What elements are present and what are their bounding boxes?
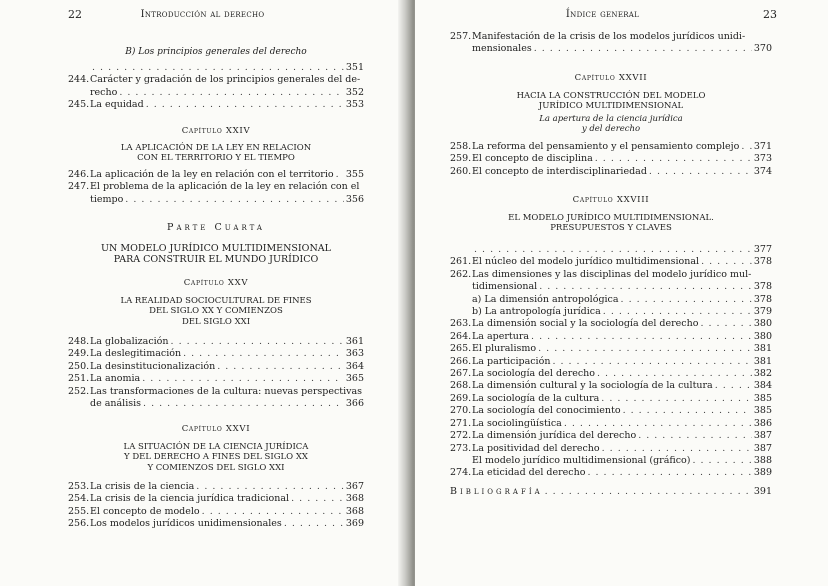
- toc-entry: [68, 62, 364, 74]
- toc-entry-title: La desinstitucionalización: [90, 360, 216, 372]
- dot-leader: [638, 430, 752, 442]
- chapter-subtitle-line: La apertura de la ciencia jurídica: [539, 113, 683, 124]
- toc-page-number: 380: [753, 330, 772, 342]
- toc-entry-title: La participación: [472, 355, 551, 367]
- chapter-title-line: JURÍDICO MULTIDIMENSIONAL: [538, 101, 684, 111]
- toc-page-number: 389: [753, 467, 772, 479]
- toc-entry-title: La dimensión jurídica del derecho: [472, 430, 637, 442]
- toc-entry-title: de análisis: [90, 398, 142, 410]
- dot-leader: [196, 481, 344, 493]
- toc-page-number: 370: [753, 43, 772, 55]
- toc-entry-number: 259.: [450, 153, 472, 165]
- toc-entry-title: a) La dimensión antropológica: [472, 293, 619, 305]
- toc-entry-number: 256.: [68, 518, 90, 530]
- toc-page-number: 391: [753, 486, 772, 497]
- toc-entry: [450, 405, 772, 417]
- toc-entry-number: 274.: [450, 467, 472, 479]
- toc-page-number: 352: [345, 86, 364, 98]
- toc-entry-number: 266.: [450, 355, 472, 367]
- toc-entry-number: 255.: [68, 505, 90, 517]
- toc-entry: [450, 455, 772, 467]
- chapter-title-line: DEL SIGLO XX Y COMIENZOS: [149, 306, 283, 316]
- toc-entry-number: 270.: [450, 405, 472, 417]
- toc-entry-number: 247.: [68, 181, 90, 193]
- dot-leader: [649, 166, 752, 178]
- dot-leader: [142, 373, 344, 385]
- toc-entry: [450, 418, 772, 430]
- toc-entry: [450, 141, 772, 153]
- toc-entry-number: 273.: [450, 442, 472, 454]
- toc-page-number: 373: [753, 153, 772, 165]
- toc-entry-title: mensionales: [472, 43, 532, 55]
- toc-entry-title: Las transformaciones de la cultura: nuevas perspectivas: [90, 385, 363, 397]
- chapter-title-line: EL MODELO JURÍDICO MULTIDIMENSIONAL.: [508, 212, 714, 223]
- toc-group: [68, 336, 364, 410]
- running-head: Índice general: [565, 9, 640, 20]
- toc-entry-title: El pluralismo: [472, 343, 537, 355]
- toc-page-number: 368: [345, 505, 364, 517]
- bibliography-label: Bibliografía: [450, 486, 543, 497]
- toc-entry-title: La anomia: [90, 373, 141, 385]
- toc-entry-number: 268.: [450, 380, 472, 392]
- toc-entry: [68, 181, 364, 193]
- toc-page-number: 351: [345, 62, 364, 73]
- toc-page-number: 353: [345, 99, 364, 111]
- dot-leader: [538, 343, 752, 355]
- chapter-label: Capítulo XXVII: [574, 73, 648, 83]
- chapter-heading: [68, 126, 364, 164]
- toc-entry-title: La sociología del derecho: [472, 368, 596, 380]
- dot-leader: [552, 356, 751, 368]
- toc-page-number: 377: [753, 244, 772, 255]
- toc-entry: [68, 398, 364, 410]
- toc-entry: [68, 87, 364, 99]
- toc-entry: [68, 518, 364, 530]
- subsection-heading: B) Los principios generales del derecho: [125, 47, 307, 57]
- toc-page-number: 366: [345, 398, 364, 410]
- toc-page-number: 384: [753, 380, 772, 392]
- toc-page-number: 374: [753, 165, 772, 177]
- dot-leader: [534, 43, 752, 55]
- toc-entry-number: 264.: [450, 330, 472, 342]
- dot-leader: [597, 368, 752, 380]
- toc-entry: [450, 256, 772, 268]
- dot-leader: [143, 398, 344, 410]
- dot-leader: [291, 493, 344, 505]
- toc-entry: [450, 43, 772, 55]
- toc-group: [450, 141, 772, 178]
- toc-entry: [68, 506, 364, 518]
- dot-leader: [171, 336, 344, 348]
- page-number: 23: [763, 8, 777, 21]
- toc-entry-title: La sociología de la cultura: [472, 392, 600, 404]
- toc-entry: [450, 306, 772, 318]
- part-title-line: UN MODELO JURÍDICO MULTIDIMENSIONAL: [101, 242, 331, 254]
- toc-entry-title: tidimensional: [472, 281, 538, 293]
- chapter-label: Capítulo XXVIII: [572, 195, 650, 205]
- toc-entry-number: 260.: [450, 165, 472, 177]
- toc-entry-number: 244.: [68, 74, 90, 86]
- toc-entry: [68, 169, 364, 181]
- toc-entry: [450, 153, 772, 165]
- toc-page-number: 386: [753, 417, 772, 429]
- toc-entry: [450, 294, 772, 306]
- toc-page-number: 379: [753, 306, 772, 318]
- toc-page-number: 387: [753, 442, 772, 454]
- toc-entry-number: 246.: [68, 169, 90, 180]
- dot-leader: [217, 361, 344, 373]
- toc-entry-number: 251.: [68, 373, 90, 385]
- part-label: Parte Cuarta: [167, 222, 265, 233]
- toc-entry-title: recho: [90, 86, 118, 98]
- toc-entry-title: La sociolingüística: [472, 417, 562, 429]
- dot-leader: [621, 294, 752, 306]
- toc-entry: [68, 74, 364, 86]
- toc-page-number: 363: [345, 348, 364, 360]
- dot-leader: [564, 418, 752, 430]
- toc-entry-title: La deslegitimación: [90, 348, 182, 360]
- toc-entry-title: La dimensión cultural y la sociología de la cultura: [472, 380, 713, 392]
- toc-page-number: 365: [345, 373, 364, 385]
- toc-entry-title: El problema de la aplicación de la ley en relación con el: [90, 181, 360, 193]
- toc-page-number: 382: [753, 368, 772, 380]
- toc-entry-number: 269.: [450, 392, 472, 404]
- toc-page-number: 381: [753, 343, 772, 355]
- toc-page-number: 369: [345, 518, 364, 530]
- toc-entry-title: El concepto de interdisciplinariedad: [472, 165, 647, 177]
- toc-entry: [68, 373, 364, 385]
- part-title-line: PARA CONSTRUIR EL MUNDO JURÍDICO: [113, 253, 319, 265]
- toc-entry-number: 257.: [450, 31, 472, 42]
- toc-entry: [68, 481, 364, 493]
- dot-leader: [183, 348, 344, 360]
- toc-entry-title: La eticidad del derecho: [472, 467, 586, 479]
- dot-leader: [125, 194, 344, 206]
- chapter-title-line: PRESUPUESTOS Y CLAVES: [550, 223, 672, 233]
- chapter-heading: [68, 424, 364, 473]
- toc-entry-number: 272.: [450, 430, 472, 442]
- toc-group: [450, 244, 772, 480]
- toc-entry-title: La equidad: [90, 99, 144, 111]
- toc-entry-number: 245.: [68, 99, 90, 111]
- toc-page-number: 388: [753, 454, 772, 466]
- dot-leader: [92, 62, 344, 74]
- toc-entry-number: 252.: [68, 385, 90, 397]
- toc-entry-number: 253.: [68, 481, 90, 492]
- toc-entry-number: 267.: [450, 368, 472, 380]
- toc-entry-title: La crisis de la ciencia: [90, 481, 195, 492]
- toc-page-number: 356: [345, 193, 364, 205]
- chapter-heading: [450, 195, 772, 234]
- toc-page-number: 378: [753, 293, 772, 305]
- dot-leader: [119, 87, 344, 99]
- dot-leader: [595, 153, 752, 165]
- toc-entry: [450, 368, 772, 380]
- toc-entry: [450, 356, 772, 368]
- page-number: 22: [68, 8, 82, 21]
- dot-leader: [336, 169, 344, 181]
- toc-entry: [450, 393, 772, 405]
- toc-entry: [68, 348, 364, 360]
- dot-leader: [284, 518, 344, 530]
- toc-entry-title: La reforma del pensamiento y el pensamiento complejo: [472, 141, 740, 152]
- toc-entry-title: El modelo jurídico multidimensional (gráfico): [472, 454, 691, 466]
- dot-leader: [602, 443, 752, 455]
- dot-leader: [623, 405, 752, 417]
- toc-entry: [68, 194, 364, 206]
- toc-page-number: 387: [753, 430, 772, 442]
- toc-entry-number: 265.: [450, 343, 472, 355]
- chapter-title-line: LA SITUACIÓN DE LA CIENCIA JURÍDICA: [123, 441, 309, 452]
- left-page: [0, 0, 405, 586]
- toc-entry-title: Manifestación de la crisis de los modelos jurídicos unidi-: [472, 31, 746, 42]
- toc-entry-title: Los modelos jurídicos unidimensionales: [90, 518, 282, 530]
- dot-leader: [202, 506, 344, 518]
- toc-entry-title: La apertura: [472, 330, 530, 342]
- toc-entry: [450, 343, 772, 355]
- toc-entry-number: 271.: [450, 417, 472, 429]
- toc-entry-title: b) La antropología jurídica: [472, 306, 601, 318]
- chapter-label: Capítulo XXVI: [181, 424, 251, 434]
- part-heading: [68, 223, 364, 265]
- chapter-heading: [450, 73, 772, 135]
- chapter-title-line: LA REALIDAD SOCIOCULTURAL DE FINES: [120, 295, 312, 306]
- dot-leader: [531, 331, 752, 343]
- toc-entry-number: 250.: [68, 360, 90, 372]
- toc-entry-title: La dimensión social y la sociología del derecho: [472, 318, 699, 330]
- toc-entry: [450, 467, 772, 479]
- toc-page-number: 378: [753, 256, 772, 268]
- right-page: [415, 0, 828, 586]
- toc-entry: [68, 99, 364, 111]
- dot-leader: [700, 318, 751, 330]
- dot-leader: [587, 467, 751, 479]
- toc-entry: [450, 269, 772, 281]
- toc-entry: [450, 281, 772, 293]
- dot-leader: [539, 281, 752, 293]
- bibliography-entry: [450, 486, 772, 498]
- chapter-title-line: LA APLICACIÓN DE LA LEY EN RELACION: [120, 142, 312, 153]
- toc-page-number: 381: [753, 355, 772, 367]
- toc-entry-number: 263.: [450, 318, 472, 330]
- dot-leader: [146, 99, 344, 111]
- toc-entry: [68, 361, 364, 373]
- dot-leader: [603, 306, 752, 318]
- toc-page-number: 364: [345, 360, 364, 372]
- toc-page-number: 380: [753, 318, 772, 330]
- toc-entry-title: La crisis de la ciencia jurídica tradicional: [90, 493, 290, 505]
- toc-page-number: 385: [753, 392, 772, 404]
- toc-group: [68, 62, 364, 112]
- chapter-title-line: CON EL TERRITORIO Y EL TIEMPO: [137, 153, 295, 163]
- dot-leader: [474, 244, 752, 256]
- dot-leader: [692, 455, 751, 467]
- chapter-title-line: HACIA LA CONSTRUCCIÓN DEL MODELO: [516, 90, 706, 101]
- toc-entry: [450, 166, 772, 178]
- chapter-title-line: Y DEL DERECHO A FINES DEL SIGLO XX: [124, 452, 308, 462]
- toc-page-number: 371: [753, 141, 772, 152]
- toc-group: [450, 31, 772, 56]
- dot-leader: [545, 486, 752, 498]
- toc-page-number: 355: [345, 169, 364, 180]
- toc-entry-number: 249.: [68, 348, 90, 360]
- toc-entry-number: 254.: [68, 493, 90, 505]
- toc-entry: [450, 380, 772, 392]
- toc-entry-title: Carácter y gradación de los principios generales del de-: [90, 74, 361, 86]
- toc-entry: [450, 244, 772, 256]
- toc-entry: [68, 336, 364, 348]
- chapter-label: Capítulo XXIV: [181, 126, 251, 136]
- dot-leader: [741, 141, 752, 153]
- chapter-heading: [68, 278, 364, 327]
- dot-leader: [715, 380, 752, 392]
- toc-entry: [450, 318, 772, 330]
- toc-entry: [450, 443, 772, 455]
- toc-page-number: 361: [345, 336, 364, 347]
- toc-group: [68, 481, 364, 531]
- running-head: Introducción al derecho: [140, 9, 265, 20]
- toc-entry: [68, 386, 364, 398]
- toc-entry-number: 262.: [450, 268, 472, 280]
- toc-entry-number: 261.: [450, 256, 472, 268]
- toc-page-number: 368: [345, 493, 364, 505]
- dot-leader: [701, 256, 752, 268]
- toc-entry: [450, 430, 772, 442]
- toc-entry-title: La positividad del derecho: [472, 442, 600, 454]
- chapter-subtitle-line: y del derecho: [581, 124, 641, 134]
- toc-entry: [450, 31, 772, 43]
- toc-page-number: 367: [345, 481, 364, 492]
- toc-entry-title: La sociología del conocimiento: [472, 405, 621, 417]
- chapter-title-line: DEL SIGLO XXI: [181, 316, 251, 327]
- toc-entry-title: La globalización: [90, 336, 169, 347]
- toc-entry-title: El concepto de disciplina: [472, 153, 593, 165]
- toc-entry-title: El núcleo del modelo jurídico multidimensional: [472, 256, 700, 268]
- toc-entry-title: tiempo: [90, 193, 124, 205]
- toc-group: [68, 169, 364, 206]
- toc-entry-title: Las dimensiones y las disciplinas del modelo jurídico mul-: [472, 268, 752, 280]
- chapter-label: Capítulo XXV: [183, 278, 249, 288]
- toc-entry-number: 258.: [450, 141, 472, 152]
- toc-entry-number: 248.: [68, 336, 90, 347]
- chapter-title-line: Y COMIENZOS DEL SIGLO XXI: [147, 462, 285, 473]
- toc-page-number: 378: [753, 281, 772, 293]
- toc-entry: [68, 493, 364, 505]
- dot-leader: [601, 393, 752, 405]
- toc-page-number: 385: [753, 405, 772, 417]
- toc-entry-title: El concepto de modelo: [90, 505, 200, 517]
- toc-entry-title: La aplicación de la ley en relación con el territorio: [90, 169, 334, 180]
- toc-entry: [450, 331, 772, 343]
